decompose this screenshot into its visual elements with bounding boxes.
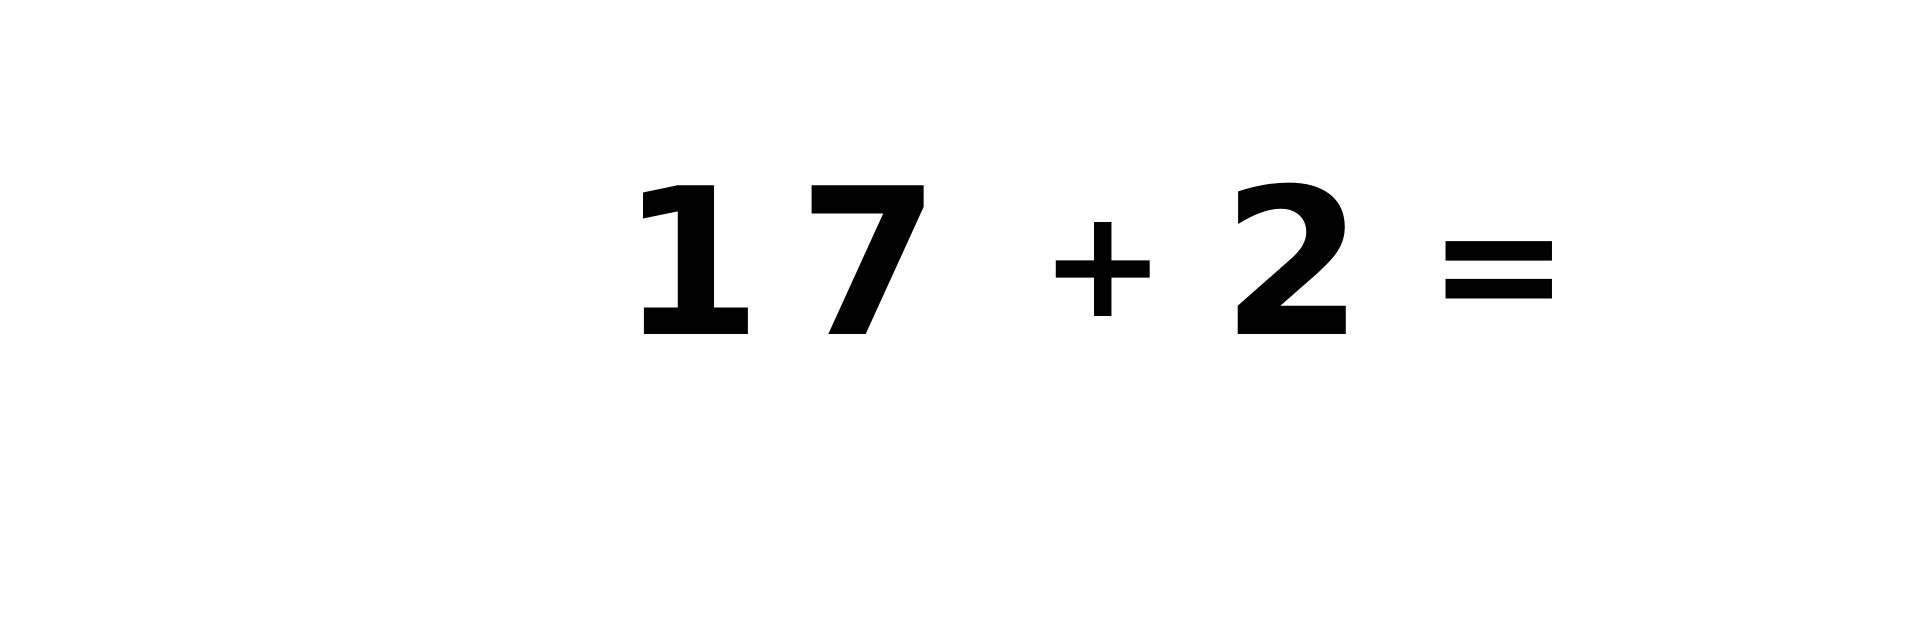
- plus-operator: +: [1039, 178, 1166, 352]
- equals-sign: =: [1427, 166, 1570, 364]
- second-operand: 2: [1221, 146, 1364, 383]
- equation: [620, 146, 1570, 383]
- first-operand: 17: [620, 146, 976, 383]
